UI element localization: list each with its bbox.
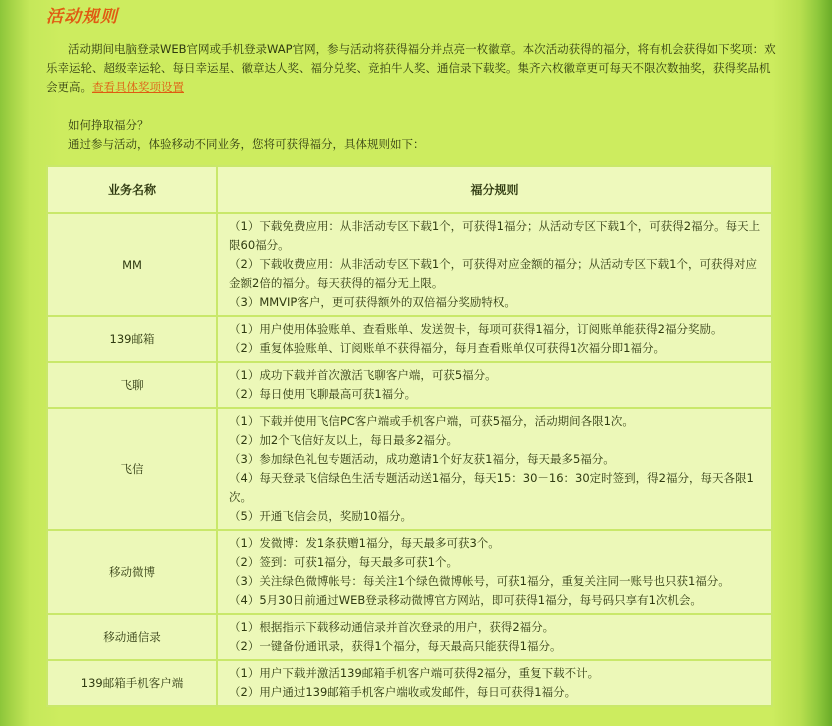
table-row (47, 530, 772, 614)
row-name: 移动通信录 (47, 614, 217, 660)
row-rules (217, 408, 772, 530)
row-rules (217, 213, 772, 316)
rule-item: （1）用户下载并激活139邮箱手机客户端可获得2福分，重复下载不计。 (229, 666, 600, 680)
table-row (47, 213, 772, 316)
rules-table (46, 165, 773, 707)
rule-item: （4）5月30日前通过WEB登录移动微博官方网站，即可获得1福分，每号码只享有1次机会。 (229, 593, 702, 607)
table-row (47, 660, 772, 706)
row-name: 139邮箱手机客户端 (47, 660, 217, 706)
rule-item: （2）重复体验账单、订阅账单不获得福分，每月查看账单仅可获得1次福分即1福分。 (229, 341, 665, 355)
table-row (47, 408, 772, 530)
rule-item: （2）每日使用飞聊最高可获1福分。 (229, 387, 417, 401)
prize-details-link[interactable]: 查看具体奖项设置 (92, 80, 184, 94)
rule-item: （1）下载免费应用：从非活动专区下载1个，可获得1福分；从活动专区下载1个，可获得2福分。每天上限60福分。 (229, 219, 761, 252)
row-rules (217, 316, 772, 362)
rule-item: （5）开通飞信会员，奖励10福分。 (229, 509, 412, 523)
rule-item: （3）参加绿色礼包专题活动，成功邀请1个好友获1福分，每天最多5福分。 (229, 452, 615, 466)
row-name: 飞聊 (47, 362, 217, 408)
rule-item: （1）下载并使用飞信PC客户端或手机客户端，可获5福分，活动期间各限1次。 (229, 414, 634, 428)
rule-item: （2）一键备份通讯录，获得1个福分，每天最高只能获得1福分。 (229, 639, 562, 653)
section-title: 活动规则 (46, 7, 118, 27)
rule-item: （1）成功下载并首次激活飞聊客户端，可获5福分。 (229, 368, 497, 382)
how-answer: 通过参与活动，体验移动不同业务，您将可获得福分，具体规则如下： (68, 137, 425, 151)
row-rules (217, 530, 772, 614)
how-to-earn (46, 116, 776, 154)
header-business-name: 业务名称 (47, 166, 217, 213)
rule-item: （1）发微博：发1条获赠1福分，每天最多可获3个。 (229, 536, 500, 550)
how-question: 如何挣取福分？ (68, 118, 149, 132)
row-name: 移动微博 (47, 530, 217, 614)
rule-item: （2）下载收费应用：从非活动专区下载1个，可获得对应金额的福分；从活动专区下载1个，可获得对应金额2倍的福分。每天获得的福分无上限。 (229, 257, 757, 290)
rule-item: （3）MMVIP客户，更可获得额外的双倍福分奖励特权。 (229, 295, 516, 309)
rule-item: （2）用户通过139邮箱手机客户端收或发邮件，每日可获得1福分。 (229, 685, 577, 699)
rule-item: （2）加2个飞信好友以上，每日最多2福分。 (229, 433, 458, 447)
table-row (47, 614, 772, 660)
rule-item: （1）用户使用体验账单、查看账单、发送贺卡，每项可获得1福分，订阅账单能获得2福分奖励。 (229, 322, 723, 336)
rule-item: （4）每天登录飞信绿色生活专题活动送1福分，每天15：30－16：30定时签到，得2福分，每天各限1次。 (229, 471, 754, 504)
row-name: 139邮箱 (47, 316, 217, 362)
table-header-row (47, 166, 772, 213)
row-rules (217, 660, 772, 706)
table-row (47, 316, 772, 362)
table-row (47, 362, 772, 408)
rule-item: （2）签到：可获1福分，每天最多可获1个。 (229, 555, 458, 569)
row-rules (217, 362, 772, 408)
rule-item: （3）关注绿色微博帐号：每关注1个绿色微博帐号，可获1福分，重复关注同一账号也只获1福分。 (229, 574, 730, 588)
row-name: MM (47, 213, 217, 316)
row-name: 飞信 (47, 408, 217, 530)
rule-item: （1）根据指示下载移动通信录并首次登录的用户，获得2福分。 (229, 620, 555, 634)
header-points-rules: 福分规则 (217, 166, 772, 213)
intro-text: 活动期间电脑登录WEB官网或手机登录WAP官网，参与活动将获得福分并点亮一枚徽章。本次活动获得的福分，将有机会获得如下奖项：欢乐幸运轮、超级幸运轮、每日幸运星、徽章达人奖、福分兑奖、竞拍牛人奖、通信录下载奖。集齐六枚徽章更可每天不限次数抽奖，获得奖品机会更高。 (46, 42, 776, 94)
intro-paragraph (46, 40, 776, 97)
row-rules (217, 614, 772, 660)
